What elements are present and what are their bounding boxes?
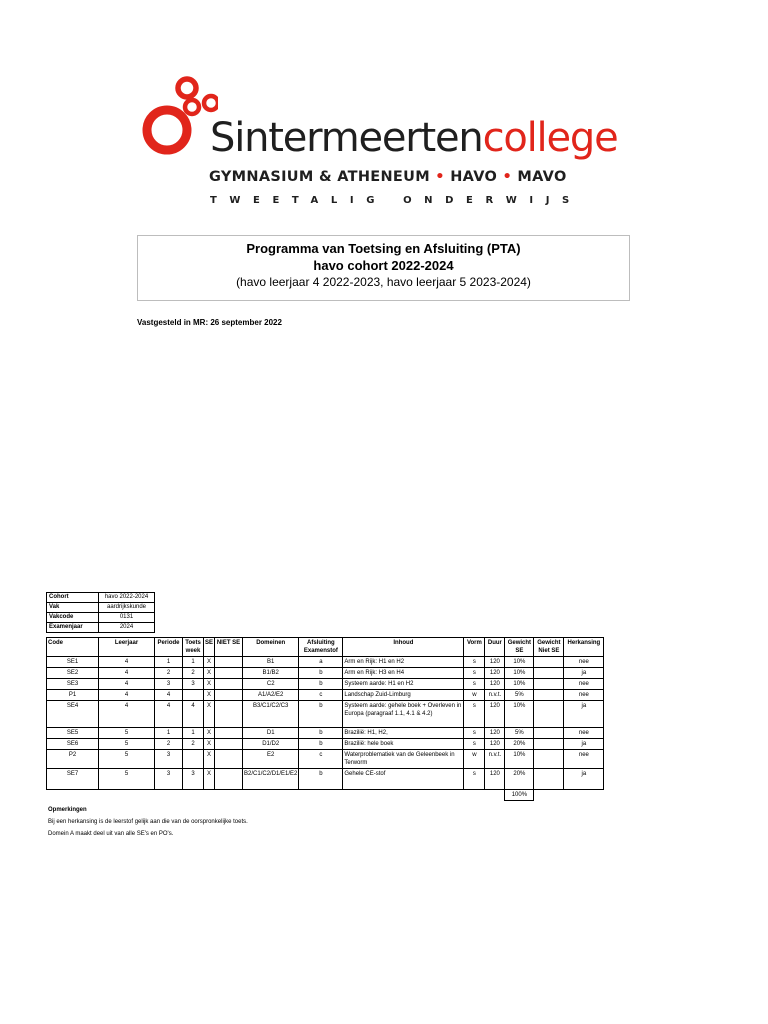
logo-circles-icon xyxy=(138,74,218,174)
cell-domeinen: C2 xyxy=(243,679,299,690)
cell-niet-se xyxy=(215,690,243,701)
cell-domeinen: A1/A2/E2 xyxy=(243,690,299,701)
meta-value: havo 2022-2024 xyxy=(99,593,155,603)
cell-vorm: s xyxy=(464,679,485,690)
cell-code: P2 xyxy=(47,750,99,769)
cell-gewicht-niet-se xyxy=(534,701,564,728)
table-row xyxy=(47,750,604,769)
cell-toetsweek: 2 xyxy=(183,739,204,750)
cell-afsluiting: b xyxy=(299,679,343,690)
cell-se: X xyxy=(204,750,215,769)
cell-gewicht-niet-se xyxy=(534,679,564,690)
table-row xyxy=(47,701,604,728)
remarks-title: Opmerkingen xyxy=(48,807,87,813)
cell-leerjaar: 4 xyxy=(99,701,155,728)
cell-domeinen: D1 xyxy=(243,728,299,739)
cell-se: X xyxy=(204,679,215,690)
cell-gewicht-niet-se xyxy=(534,728,564,739)
meta-key: Vak xyxy=(47,603,99,613)
cell-inhoud: Brazilië: hele boek xyxy=(343,739,464,750)
meta-key: Vakcode xyxy=(47,613,99,623)
cell-duur: n.v.t. xyxy=(485,690,505,701)
cell-leerjaar: 4 xyxy=(99,690,155,701)
meta-row xyxy=(47,603,155,613)
cell-periode: 4 xyxy=(155,690,183,701)
cell-duur: 120 xyxy=(485,701,505,728)
cell-code: SE7 xyxy=(47,769,99,790)
document-cohort: havo cohort 2022-2024 xyxy=(313,258,454,273)
cell-toetsweek: 4 xyxy=(183,701,204,728)
cell-code: SE6 xyxy=(47,739,99,750)
cell-domeinen: E2 xyxy=(243,750,299,769)
cell-gewicht-se: 10% xyxy=(505,750,534,769)
cell-periode: 4 xyxy=(155,701,183,728)
cell-afsluiting: b xyxy=(299,769,343,790)
document-years: (havo leerjaar 4 2022-2023, havo leerjaar 5 2023-2024) xyxy=(236,275,531,289)
cell-vorm: s xyxy=(464,657,485,668)
table-row xyxy=(47,657,604,668)
cell-leerjaar: 4 xyxy=(99,657,155,668)
cell-gewicht-niet-se xyxy=(534,750,564,769)
cell-herkansing: ja xyxy=(564,701,604,728)
cell-duur: 120 xyxy=(485,728,505,739)
logo-sub-mavo: MAVO xyxy=(517,169,567,185)
cell-herkansing: nee xyxy=(564,657,604,668)
col-header-gewicht-se: Gewicht SE xyxy=(505,638,534,657)
cell-se: X xyxy=(204,701,215,728)
col-header-gewicht-niet-se: Gewicht Niet SE xyxy=(534,638,564,657)
cell-leerjaar: 5 xyxy=(99,769,155,790)
col-header-niet-se: NIET SE xyxy=(215,638,243,657)
cell-afsluiting: b xyxy=(299,668,343,679)
cell-code: SE4 xyxy=(47,701,99,728)
cell-toetsweek: 1 xyxy=(183,657,204,668)
cell-duur: 120 xyxy=(485,679,505,690)
cell-niet-se xyxy=(215,750,243,769)
table-row xyxy=(47,739,604,750)
cell-inhoud: Systeem aarde: gehele boek + Overleven in Europa (paragraaf 1.1, 4.1 & 4.2) xyxy=(343,701,464,728)
cell-herkansing: nee xyxy=(564,750,604,769)
col-header-code: Code xyxy=(47,638,99,657)
cell-toetsweek: 2 xyxy=(183,668,204,679)
col-header-inhoud: Inhoud xyxy=(343,638,464,657)
col-header-se: SE xyxy=(204,638,215,657)
logo-sub-gymnasium: GYMNASIUM & ATHENEUM xyxy=(209,169,430,185)
school-logo xyxy=(138,74,632,214)
cell-duur: 120 xyxy=(485,769,505,790)
cell-toetsweek: 3 xyxy=(183,769,204,790)
logo-name-part2: college xyxy=(482,115,618,161)
meta-value: 2024 xyxy=(99,623,155,633)
cell-niet-se xyxy=(215,668,243,679)
cell-afsluiting: c xyxy=(299,690,343,701)
cell-periode: 2 xyxy=(155,739,183,750)
cell-niet-se xyxy=(215,769,243,790)
logo-tagline: TWEETALIG ONDERWIJS xyxy=(210,195,582,206)
cell-gewicht-niet-se xyxy=(534,739,564,750)
cell-toetsweek xyxy=(183,690,204,701)
cell-periode: 3 xyxy=(155,750,183,769)
table-row xyxy=(47,728,604,739)
remark-line: Bij een herkansing is de leerstof gelijk aan die van de oorspronkelijke toets. xyxy=(48,819,248,825)
cell-inhoud: Waterproblematiek van de Geleenbeek in Terworm xyxy=(343,750,464,769)
cell-niet-se xyxy=(215,739,243,750)
cell-gewicht-se: 10% xyxy=(505,668,534,679)
cell-inhoud: Gehele CE-stof xyxy=(343,769,464,790)
table-row xyxy=(47,679,604,690)
logo-sub-dot-1: • xyxy=(435,169,445,185)
table-header-row xyxy=(47,638,604,657)
table-row xyxy=(47,668,604,679)
col-header-duur: Duur xyxy=(485,638,505,657)
cell-herkansing: ja xyxy=(564,668,604,679)
col-header-leerjaar: Leerjaar xyxy=(99,638,155,657)
cell-inhoud: Arm en Rijk: H1 en H2 xyxy=(343,657,464,668)
cell-leerjaar: 5 xyxy=(99,728,155,739)
logo-sub-havo: HAVO xyxy=(450,169,498,185)
cell-afsluiting: b xyxy=(299,701,343,728)
meta-row xyxy=(47,593,155,603)
cell-niet-se xyxy=(215,701,243,728)
cell-domeinen: B1/B2 xyxy=(243,668,299,679)
cell-gewicht-se: 10% xyxy=(505,657,534,668)
cell-herkansing: ja xyxy=(564,739,604,750)
cell-periode: 1 xyxy=(155,728,183,739)
pta-table-body xyxy=(47,657,604,801)
cell-vorm: s xyxy=(464,668,485,679)
cell-afsluiting: b xyxy=(299,739,343,750)
cell-inhoud: Landschap Zuid-Limburg xyxy=(343,690,464,701)
cell-gewicht-niet-se xyxy=(534,690,564,701)
cell-periode: 3 xyxy=(155,769,183,790)
cell-leerjaar: 4 xyxy=(99,668,155,679)
cell-leerjaar: 5 xyxy=(99,750,155,769)
cell-domeinen: B1 xyxy=(243,657,299,668)
col-header-afsluiting: Afsluiting Examenstof xyxy=(299,638,343,657)
cell-duur: 120 xyxy=(485,657,505,668)
document-title: Programma van Toetsing en Afsluiting (PTA) xyxy=(246,241,521,256)
cell-vorm: s xyxy=(464,728,485,739)
cell-toetsweek xyxy=(183,750,204,769)
cell-vorm: w xyxy=(464,690,485,701)
cell-gewicht-se: 20% xyxy=(505,739,534,750)
cell-vorm: s xyxy=(464,701,485,728)
cell-inhoud: Systeem aarde: H1 en H2 xyxy=(343,679,464,690)
cell-herkansing: nee xyxy=(564,679,604,690)
table-row xyxy=(47,769,604,790)
cell-vorm: s xyxy=(464,739,485,750)
cell-code: SE1 xyxy=(47,657,99,668)
cell-code: SE5 xyxy=(47,728,99,739)
pta-table xyxy=(46,637,604,801)
col-header-periode: Periode xyxy=(155,638,183,657)
cell-total-gewicht-se: 100% xyxy=(505,790,534,801)
meta-key: Examenjaar xyxy=(47,623,99,633)
cell-se: X xyxy=(204,769,215,790)
cell-leerjaar: 5 xyxy=(99,739,155,750)
total-row xyxy=(47,790,604,801)
cell-gewicht-se: 10% xyxy=(505,701,534,728)
col-header-herkansing: Herkansing xyxy=(564,638,604,657)
cell-gewicht-niet-se xyxy=(534,668,564,679)
cell-periode: 3 xyxy=(155,679,183,690)
cell-niet-se xyxy=(215,679,243,690)
cell-herkansing: ja xyxy=(564,769,604,790)
cell-code: SE3 xyxy=(47,679,99,690)
cell-niet-se xyxy=(215,728,243,739)
cell-se: X xyxy=(204,728,215,739)
meta-row xyxy=(47,623,155,633)
cell-inhoud: Arm en Rijk: H3 en H4 xyxy=(343,668,464,679)
cell-gewicht-niet-se xyxy=(534,657,564,668)
cell-gewicht-se: 20% xyxy=(505,769,534,790)
cell-code: P1 xyxy=(47,690,99,701)
cell-periode: 1 xyxy=(155,657,183,668)
title-box xyxy=(137,235,630,301)
col-header-domeinen: Domeinen xyxy=(243,638,299,657)
cell-duur: 120 xyxy=(485,668,505,679)
logo-sub-dot-2: • xyxy=(502,169,513,185)
cell-vorm: s xyxy=(464,769,485,790)
cell-afsluiting: c xyxy=(299,750,343,769)
cell-toetsweek: 1 xyxy=(183,728,204,739)
cell-vorm: w xyxy=(464,750,485,769)
meta-value: aardrijkskunde xyxy=(99,603,155,613)
meta-value: 0131 xyxy=(99,613,155,623)
cell-duur: n.v.t. xyxy=(485,750,505,769)
cell-domeinen: D1/D2 xyxy=(243,739,299,750)
meta-table xyxy=(46,592,155,633)
meta-key: Cohort xyxy=(47,593,99,603)
logo-subtitle xyxy=(209,169,567,185)
cell-gewicht-se: 5% xyxy=(505,690,534,701)
cell-herkansing: nee xyxy=(564,728,604,739)
cell-periode: 2 xyxy=(155,668,183,679)
cell-gewicht-niet-se xyxy=(534,769,564,790)
cell-code: SE2 xyxy=(47,668,99,679)
col-header-vorm: Vorm xyxy=(464,638,485,657)
cell-se: X xyxy=(204,690,215,701)
fixed-date: Vastgesteld in MR: 26 september 2022 xyxy=(137,318,282,327)
cell-gewicht-se: 10% xyxy=(505,679,534,690)
cell-afsluiting: a xyxy=(299,657,343,668)
logo-wordmark xyxy=(210,115,618,161)
table-row xyxy=(47,690,604,701)
logo-name-part1: Sintermeerten xyxy=(210,115,483,161)
cell-niet-se xyxy=(215,657,243,668)
cell-duur: 120 xyxy=(485,739,505,750)
cell-inhoud: Brazilië: H1, H2, xyxy=(343,728,464,739)
cell-se: X xyxy=(204,739,215,750)
cell-herkansing: nee xyxy=(564,690,604,701)
cell-gewicht-se: 5% xyxy=(505,728,534,739)
meta-row xyxy=(47,613,155,623)
cell-toetsweek: 3 xyxy=(183,679,204,690)
cell-se: X xyxy=(204,657,215,668)
cell-domeinen: B2/C1/C2/D1/E1/E2 xyxy=(243,769,299,790)
remark-line: Domein A maakt deel uit van alle SE's en PO's. xyxy=(48,831,174,837)
cell-domeinen: B3/C1/C2/C3 xyxy=(243,701,299,728)
cell-se: X xyxy=(204,668,215,679)
cell-afsluiting: b xyxy=(299,728,343,739)
cell-leerjaar: 4 xyxy=(99,679,155,690)
col-header-toetsweek: Toets week xyxy=(183,638,204,657)
remarks xyxy=(48,806,248,842)
